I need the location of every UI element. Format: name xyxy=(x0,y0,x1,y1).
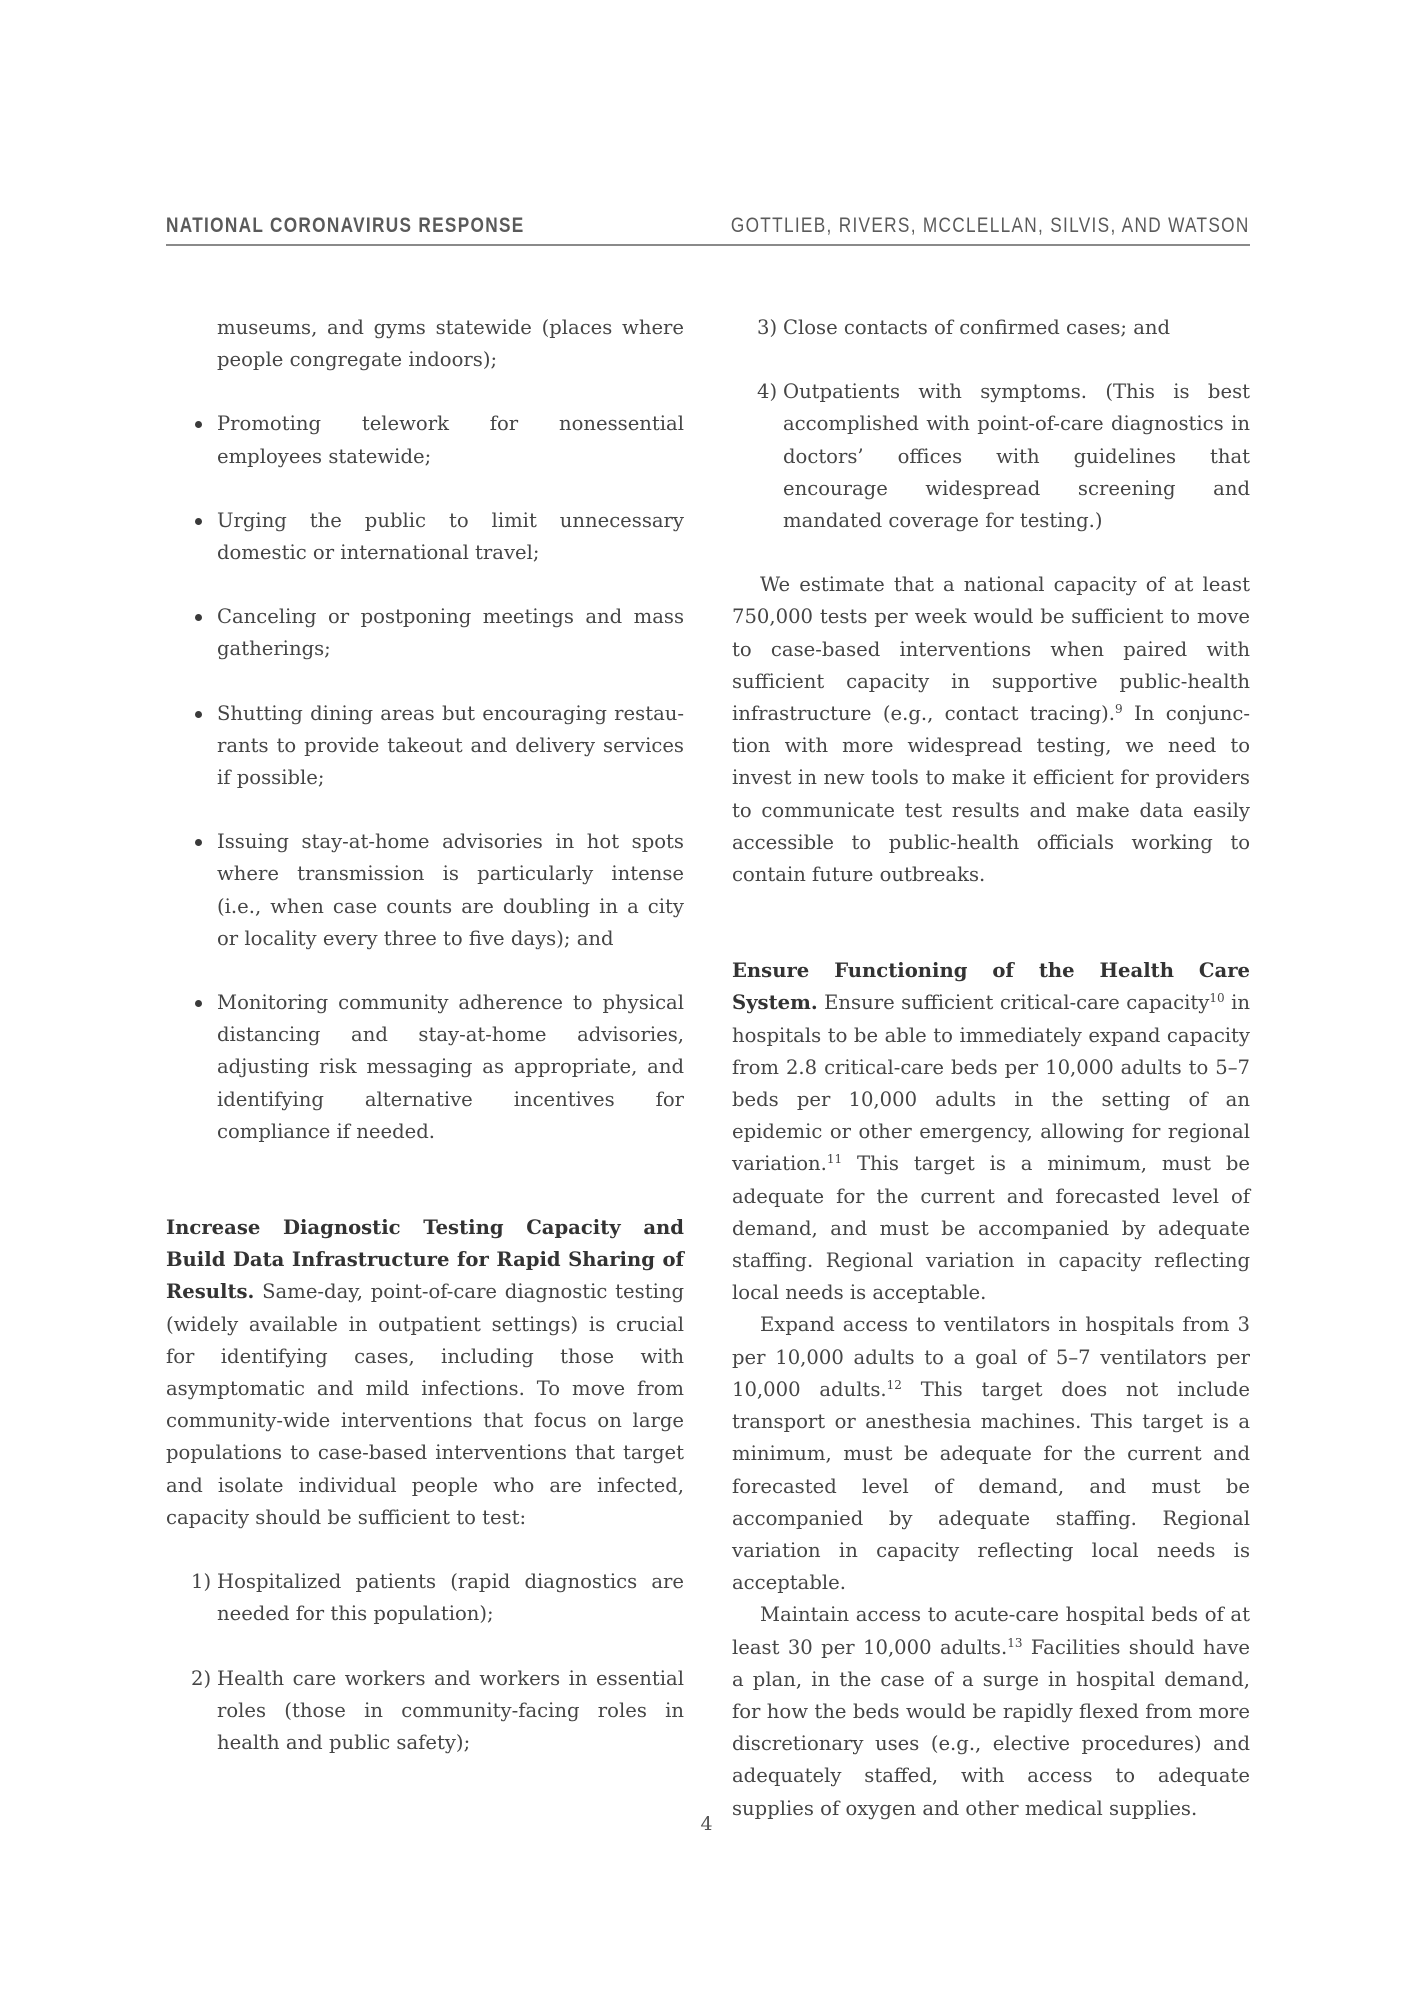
bullet-item xyxy=(166,826,684,955)
bullet-text: Monitoring community adherence to physical distancing and stay-at-home advisories, adjusting risk messaging as appropriate, and identifying alternative incentives for compliance if needed. xyxy=(217,991,684,1143)
bullet-text: Shutting dining areas but encouraging restaurants to provide takeout and delivery services if possible; xyxy=(217,701,684,790)
item-number: 4) xyxy=(757,380,778,404)
section-spacer xyxy=(732,891,1250,955)
item-number: 2) xyxy=(191,1666,212,1690)
item-text: Close contacts of confirmed cases; and xyxy=(783,316,1171,339)
bullet-text: Promoting telework for nonessential employees statewide; xyxy=(217,412,684,468)
bullet-item xyxy=(166,601,684,665)
paragraph-text: Maintain access to acute-care hospital beds of at least 30 per 10,000 adults. xyxy=(732,1603,1250,1659)
running-header xyxy=(166,214,1250,246)
paragraph-text: Expand access to ventilators in hospitals from 3 per 10,000 adults to a goal of 5–7 ventilators per 10,000 adults. xyxy=(732,1313,1250,1401)
footnote-ref[interactable]: 9 xyxy=(1115,702,1123,717)
bullet-text: Issuing stay-at-home advisories in hot spots where transmission is particularly intense (i.e., when case counts are doubling in a city or locality every three to five days); and xyxy=(217,830,684,950)
paragraph-text: Facilities should have a plan, in the case of a surge in hospital demand, for how the beds would be rapidly flexed from more discretionary uses (e.g., elective procedures) and adequately staffed, with access to adequate supplies of oxygen and other medical supplies. xyxy=(732,1635,1251,1820)
footnote-ref[interactable]: 12 xyxy=(886,1377,902,1392)
ventilator-paragraph xyxy=(732,1309,1250,1599)
footnote-ref[interactable]: 11 xyxy=(826,1152,843,1167)
page-number: 4 xyxy=(700,1813,713,1835)
bullet-item xyxy=(166,698,684,795)
testing-section-paragraph xyxy=(166,1212,684,1534)
measures-bullet-list xyxy=(166,408,684,1148)
item-text: Hospitalized patients (rapid diagnostics are needed for this population); xyxy=(217,1570,684,1626)
bullet-continuation: museums, and gyms statewide (places where people congregate indoors); xyxy=(217,316,684,372)
testing-section-heading: Increase Diagnostic Testing Capacity and Build Data Infrastructure for Rapid Sharing of Results. xyxy=(166,1216,684,1304)
numbered-item xyxy=(732,376,1250,537)
bullet-dot-icon xyxy=(195,839,202,846)
header-title: NATIONAL CORONAVIRUS RESPONSE xyxy=(166,214,525,237)
left-column xyxy=(166,312,684,1791)
footnote-ref[interactable]: 13 xyxy=(1007,1635,1023,1650)
hospital-beds-paragraph xyxy=(732,1599,1250,1824)
bullet-dot-icon xyxy=(195,614,202,621)
paragraph-text: in hospitals to be able to immediately expand capacity from 2.8 critical-care beds per 10,000 adults to 5–7 beds per 10,000 adults in the setting of an epidemic or other emergency, allowing for regional variation. xyxy=(732,991,1250,1176)
paragraph-text: This target is a minimum, must be adequate for the current and forecasted level of demand, and must be accompanied by adequate staffing. Regional variation in capacity reflecting local needs is acceptable. xyxy=(732,1152,1250,1305)
paragraph-text: Ensure sufficient critical-care capacity xyxy=(817,991,1210,1015)
bullet-dot-icon xyxy=(195,518,202,525)
bullet-dot-icon xyxy=(195,711,202,718)
numbered-item xyxy=(166,1663,684,1760)
item-text: Health care workers and workers in essential roles (those in community-facing roles in health and public safety); xyxy=(217,1666,684,1754)
health-care-section-heading: Ensure Functioning of the Health Care System. xyxy=(732,959,1250,1015)
testing-section-body: Same-day, point-of-care diagnostic testing (widely available in outpatient settings) is crucial for identifying cases, including those with asymptomatic and mild infections. To move from community-wide interventions that focus on large populations to case-based interventions that target and isolate individual people who are infected, capacity should be sufficient to test: xyxy=(166,1280,684,1529)
bullet-dot-icon xyxy=(195,1000,202,1007)
header-authors: GOTTLIEB, RIVERS, MCCLELLAN, SILVIS, AND WATSON xyxy=(731,214,1250,237)
item-text: Outpatients with symptoms. (This is best accomplished with point-of-care diagnostics in doctors’ offices with guidelines that encourage widespread screening and mandated coverage for testing.) xyxy=(783,380,1250,533)
testing-capacity-estimate-paragraph xyxy=(732,569,1250,891)
bullet-item xyxy=(166,505,684,569)
paragraph-text: In conjunction with more widespread testing, we need to invest in new tools to make it efficient for providers to communicate test results and make data easily accessible to public-health officials working to contain future outbreaks. xyxy=(732,702,1250,887)
testing-groups-list-continued xyxy=(732,312,1250,537)
bullet-text: Urging the public to limit unnecessary domestic or international travel; xyxy=(217,508,684,565)
item-number: 1) xyxy=(191,1570,212,1594)
numbered-item xyxy=(166,1566,684,1630)
testing-groups-list xyxy=(166,1566,684,1759)
bullet-dot-icon xyxy=(195,421,202,428)
paragraph-text: This target does not include transport or anesthesia machines. This target is a minimum, must be adequate for the current and forecasted level of demand, and must be accompanied by adequate staffing. Regional variation in capacity reflecting local needs is acceptable. xyxy=(732,1377,1250,1595)
section-spacer xyxy=(166,1180,684,1212)
bullet-item xyxy=(166,987,684,1148)
footnote-ref[interactable]: 10 xyxy=(1209,991,1225,1006)
right-column xyxy=(732,312,1250,1825)
bullet-text: Canceling or postponing meetings and mass gatherings; xyxy=(217,605,684,661)
health-care-section-paragraph xyxy=(732,955,1250,1309)
item-number: 3) xyxy=(757,316,778,339)
numbered-item xyxy=(732,312,1250,344)
paragraph-text: We estimate that a national capacity of at least 750,000 tests per week would be sufficient to move to case-based interventions when paired with sufficient capacity in supportive public-health infrastructure (e.g., contact tracing). xyxy=(732,573,1250,726)
bullet-item xyxy=(166,408,684,472)
